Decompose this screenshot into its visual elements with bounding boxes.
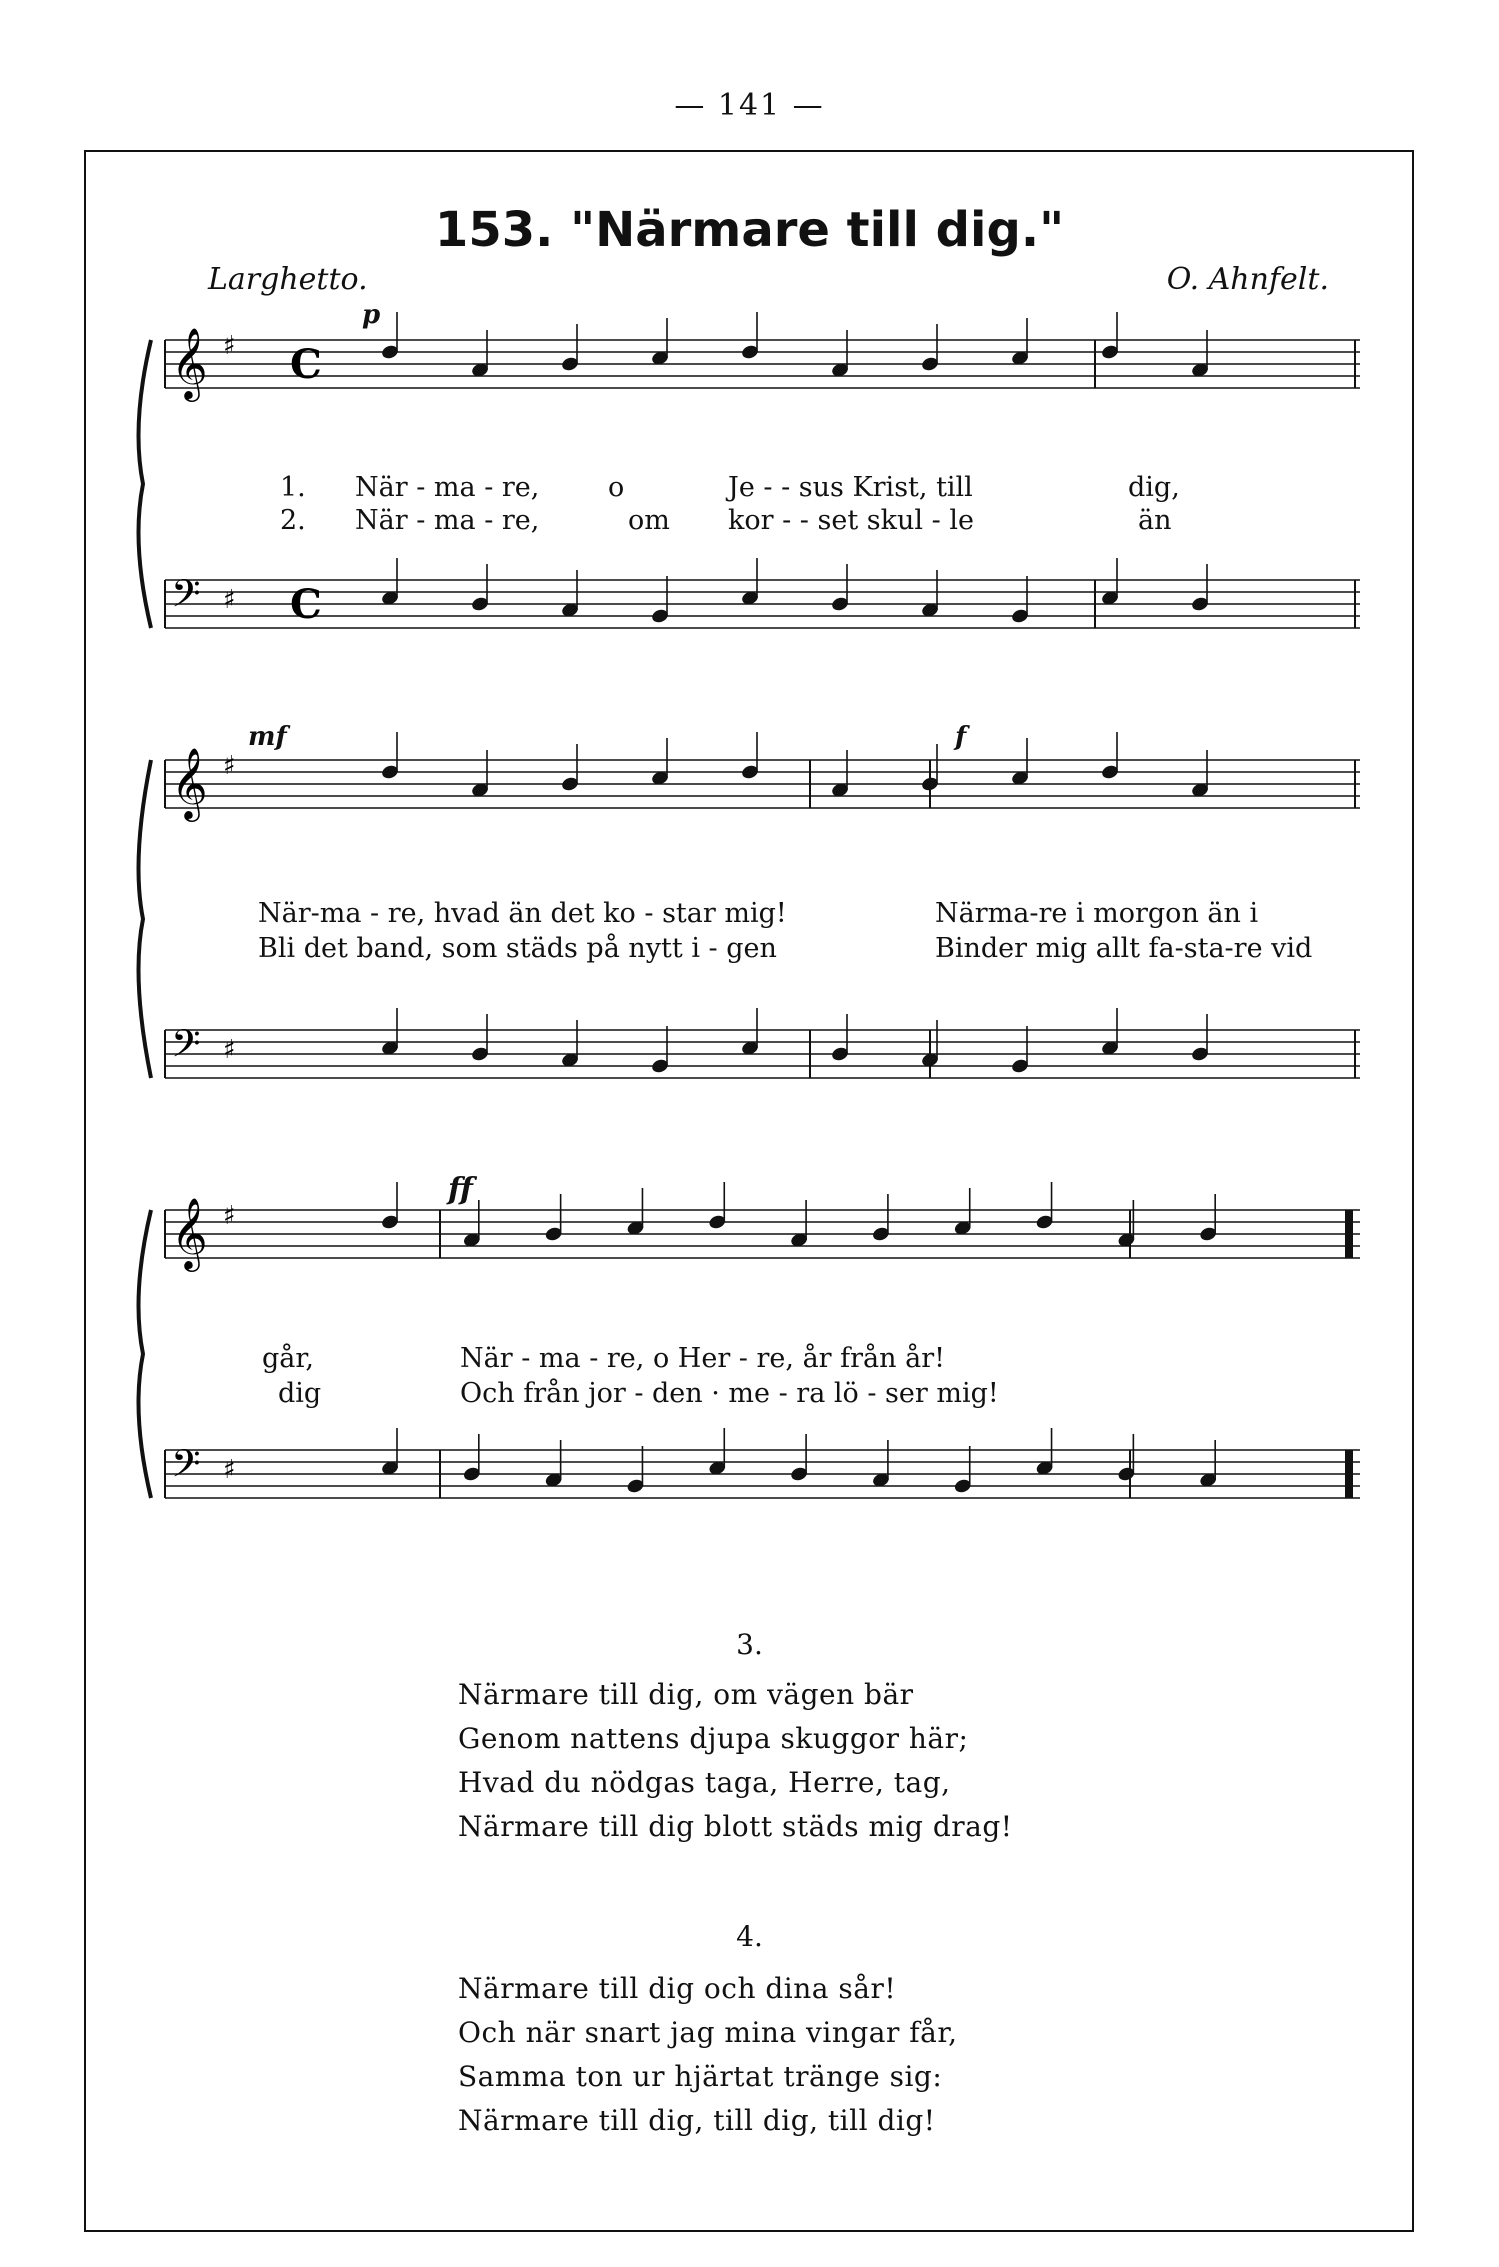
lyric-s1-l1-c: Je - - sus Krist, till xyxy=(728,472,973,503)
verse-3-line-1: Närmare till dig, om vägen bär xyxy=(458,1678,914,1711)
verse-4-line-4: Närmare till dig, till dig, till dig! xyxy=(458,2104,936,2137)
key-sharp: ♯ xyxy=(223,585,236,615)
dynamic-f: f xyxy=(955,722,967,752)
lyric-s3-l1-a: går, xyxy=(262,1343,314,1374)
tempo-marking: Larghetto. xyxy=(208,262,368,297)
lyric-s1-l1-d: dig, xyxy=(1128,472,1180,503)
composer: O. Ahnfelt. xyxy=(1166,262,1329,297)
treble-clef: 𝄞 xyxy=(171,746,208,819)
lyric-s1-l1-b: o xyxy=(608,472,625,503)
dynamic-ff: ff xyxy=(448,1172,473,1207)
time-signature: C xyxy=(290,341,322,388)
key-sharp: ♯ xyxy=(223,1455,236,1485)
verse-4-line-2: Och när snart jag mina vingar får, xyxy=(458,2016,958,2049)
system-brace xyxy=(139,760,152,1078)
key-sharp: ♯ xyxy=(223,751,236,781)
final-barline xyxy=(1345,1210,1353,1258)
verse-4-line-1: Närmare till dig och dina sår! xyxy=(458,1972,897,2005)
lyric-s1-l2-b: om xyxy=(628,505,670,536)
lyric-s3-l1-b: När - ma - re, o Her - re, år från år! xyxy=(460,1343,945,1374)
verse-3-number: 3. xyxy=(736,1628,763,1661)
dynamic-p: p xyxy=(362,300,381,330)
lyric-s1-l2-a: När - ma - re, xyxy=(355,505,540,536)
key-sharp: ♯ xyxy=(223,1035,236,1065)
verse-4-line-3: Samma ton ur hjärtat tränge sig: xyxy=(458,2060,943,2093)
verse-3-line-3: Hvad du nödgas taga, Herre, tag, xyxy=(458,1766,951,1799)
lyric-s3-l2-b: Och från jor - den · me - ra lö - ser mig! xyxy=(460,1378,999,1409)
time-signature: C xyxy=(290,581,322,628)
dynamic-mf: mf xyxy=(248,722,287,752)
lyric-s1-l2-num: 2. xyxy=(280,505,306,536)
verse-3-line-2: Genom nattens djupa skuggor här; xyxy=(458,1722,969,1755)
lyric-s2-l2-b: Binder mig allt fa-sta-re vid xyxy=(935,933,1313,964)
key-sharp: ♯ xyxy=(223,1201,236,1231)
treble-clef: 𝄞 xyxy=(171,326,208,399)
final-barline xyxy=(1345,1450,1353,1498)
lyric-s3-l2-a: dig xyxy=(278,1378,322,1409)
hymn-title: 153. "Närmare till dig." xyxy=(434,202,1065,258)
verse-3-line-4: Närmare till dig blott städs mig drag! xyxy=(458,1810,1013,1843)
bass-clef: 𝄢 xyxy=(171,1021,201,1075)
system-brace xyxy=(139,340,152,628)
treble-clef: 𝄞 xyxy=(171,1196,208,1269)
lyric-s2-l1-a: När-ma - re, hvad än det ko - star mig! xyxy=(258,898,787,929)
system-brace xyxy=(139,1210,152,1498)
bass-clef: 𝄢 xyxy=(171,1441,201,1495)
verse-4-number: 4. xyxy=(736,1920,763,1953)
lyric-s1-l2-d: än xyxy=(1138,505,1172,536)
bass-clef: 𝄢 xyxy=(171,571,201,625)
lyric-s1-l1-num: 1. xyxy=(280,472,306,503)
lyric-s1-l1-a: När - ma - re, xyxy=(355,472,540,503)
lyric-s2-l1-b: Närma-re i morgon än i xyxy=(935,898,1259,929)
page-number: — 141 — xyxy=(674,88,825,123)
lyric-s1-l2-c: kor - - set skul - le xyxy=(728,505,974,536)
lyric-s2-l2-a: Bli det band, som städs på nytt i - gen xyxy=(258,933,777,964)
key-sharp: ♯ xyxy=(223,331,236,361)
